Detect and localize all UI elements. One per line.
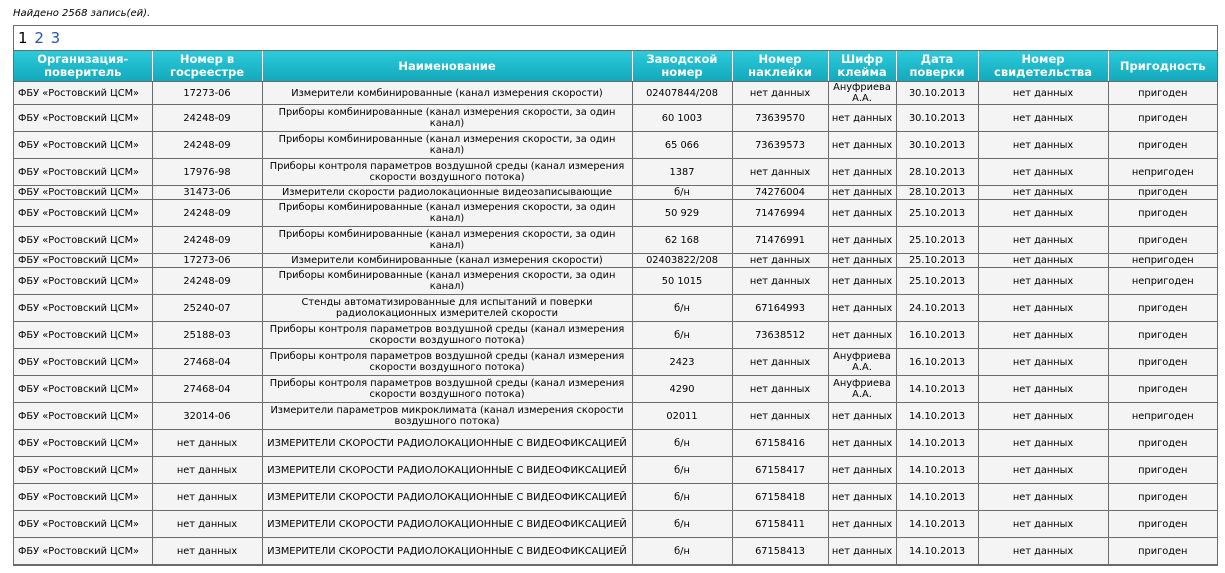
cell-registry-number: нет данных (152, 430, 262, 457)
records-found-text: Найдено 2568 запись(ей). (13, 8, 151, 19)
table-row (14, 538, 1217, 565)
cell-name: Измерители комбинированные (канал измерения скорости) (262, 82, 632, 105)
cell-sticker-number: 73638512 (732, 322, 828, 349)
cell-verification-date: 14.10.2013 (896, 484, 978, 511)
cell-sticker-number: 67158416 (732, 430, 828, 457)
cell-suitability: пригоден (1108, 322, 1217, 349)
cell-registry-number: 31473-06 (152, 186, 262, 200)
cell-stamp-code: нет данных (828, 430, 896, 457)
cell-sticker-number: 67164993 (732, 295, 828, 322)
cell-stamp-code: нет данных (828, 159, 896, 186)
cell-verification-date: 14.10.2013 (896, 376, 978, 403)
table-row (14, 254, 1217, 268)
cell-stamp-code: нет данных (828, 200, 896, 227)
cell-suitability: пригоден (1108, 511, 1217, 538)
cell-certificate-number: нет данных (978, 538, 1108, 565)
cell-suitability: пригоден (1108, 349, 1217, 376)
cell-stamp-code: нет данных (828, 132, 896, 159)
cell-certificate-number: нет данных (978, 457, 1108, 484)
cell-verification-date: 25.10.2013 (896, 200, 978, 227)
cell-verification-date: 30.10.2013 (896, 105, 978, 132)
cell-stamp-code: нет данных (828, 403, 896, 430)
cell-verification-date: 28.10.2013 (896, 186, 978, 200)
cell-registry-number: 17273-06 (152, 82, 262, 105)
cell-serial-number: б/н (632, 295, 732, 322)
cell-sticker-number: 73639573 (732, 132, 828, 159)
cell-verification-date: 30.10.2013 (896, 132, 978, 159)
col-header-name: Наименование (262, 51, 632, 82)
cell-sticker-number: 71476994 (732, 200, 828, 227)
cell-name: Приборы комбинированные (канал измерения скорости, за один канал) (262, 200, 632, 227)
cell-stamp-code: нет данных (828, 511, 896, 538)
col-header-serial-number: Заводской номер (632, 51, 732, 82)
cell-sticker-number: 67158411 (732, 511, 828, 538)
cell-certificate-number: нет данных (978, 376, 1108, 403)
cell-verification-date: 16.10.2013 (896, 349, 978, 376)
cell-verification-date: 16.10.2013 (896, 322, 978, 349)
cell-serial-number: б/н (632, 511, 732, 538)
cell-stamp-code: нет данных (828, 538, 896, 565)
results-panel (13, 25, 1218, 566)
cell-serial-number: б/н (632, 457, 732, 484)
cell-name: ИЗМЕРИТЕЛИ СКОРОСТИ РАДИОЛОКАЦИОННЫЕ С ВИДЕОФИКСАЦИЕЙ (262, 484, 632, 511)
cell-organization: ФБУ «Ростовский ЦСМ» (14, 82, 152, 105)
table-row (14, 403, 1217, 430)
cell-name: Стенды автоматизированные для испытаний и поверки радиолокационных измерителей скорости (262, 295, 632, 322)
cell-stamp-code: нет данных (828, 484, 896, 511)
cell-organization: ФБУ «Ростовский ЦСМ» (14, 457, 152, 484)
cell-stamp-code: нет данных (828, 322, 896, 349)
cell-name: Приборы комбинированные (канал измерения скорости, за один канал) (262, 227, 632, 254)
cell-sticker-number: нет данных (732, 254, 828, 268)
table-row (14, 457, 1217, 484)
cell-name: ИЗМЕРИТЕЛИ СКОРОСТИ РАДИОЛОКАЦИОННЫЕ С ВИДЕОФИКСАЦИЕЙ (262, 430, 632, 457)
table-row (14, 430, 1217, 457)
cell-serial-number: б/н (632, 322, 732, 349)
pagination (14, 26, 1217, 51)
cell-registry-number: 27468-04 (152, 376, 262, 403)
cell-name: Приборы комбинированные (канал измерения скорости, за один канал) (262, 105, 632, 132)
cell-certificate-number: нет данных (978, 268, 1108, 295)
cell-certificate-number: нет данных (978, 254, 1108, 268)
cell-suitability: непригоден (1108, 268, 1217, 295)
cell-registry-number: 17976-98 (152, 159, 262, 186)
cell-verification-date: 25.10.2013 (896, 227, 978, 254)
cell-suitability: пригоден (1108, 538, 1217, 565)
verification-table (14, 51, 1217, 565)
cell-stamp-code: нет данных (828, 186, 896, 200)
cell-organization: ФБУ «Ростовский ЦСМ» (14, 484, 152, 511)
cell-organization: ФБУ «Ростовский ЦСМ» (14, 511, 152, 538)
col-header-sticker-number: Номер наклейки (732, 51, 828, 82)
cell-verification-date: 14.10.2013 (896, 430, 978, 457)
cell-serial-number: б/н (632, 430, 732, 457)
cell-stamp-code: Ануфриева А.А. (828, 376, 896, 403)
cell-serial-number: 02011 (632, 403, 732, 430)
cell-serial-number: б/н (632, 538, 732, 565)
cell-certificate-number: нет данных (978, 227, 1108, 254)
cell-organization: ФБУ «Ростовский ЦСМ» (14, 403, 152, 430)
cell-organization: ФБУ «Ростовский ЦСМ» (14, 268, 152, 295)
cell-suitability: пригоден (1108, 132, 1217, 159)
cell-suitability: пригоден (1108, 484, 1217, 511)
cell-registry-number: 32014-06 (152, 403, 262, 430)
cell-registry-number: 17273-06 (152, 254, 262, 268)
cell-serial-number: б/н (632, 186, 732, 200)
cell-verification-date: 24.10.2013 (896, 295, 978, 322)
cell-organization: ФБУ «Ростовский ЦСМ» (14, 105, 152, 132)
cell-organization: ФБУ «Ростовский ЦСМ» (14, 430, 152, 457)
cell-organization: ФБУ «Ростовский ЦСМ» (14, 200, 152, 227)
cell-serial-number: 62 168 (632, 227, 732, 254)
cell-certificate-number: нет данных (978, 82, 1108, 105)
cell-suitability: пригоден (1108, 105, 1217, 132)
cell-certificate-number: нет данных (978, 159, 1108, 186)
page-link-3[interactable]: 3 (50, 29, 61, 47)
table-row (14, 159, 1217, 186)
cell-organization: ФБУ «Ростовский ЦСМ» (14, 254, 152, 268)
cell-suitability: пригоден (1108, 82, 1217, 105)
page-link-2[interactable]: 2 (34, 29, 44, 47)
cell-stamp-code: нет данных (828, 295, 896, 322)
cell-certificate-number: нет данных (978, 186, 1108, 200)
cell-stamp-code: Ануфриева А.А. (828, 82, 896, 105)
cell-stamp-code: нет данных (828, 268, 896, 295)
cell-organization: ФБУ «Ростовский ЦСМ» (14, 132, 152, 159)
cell-sticker-number: нет данных (732, 376, 828, 403)
cell-organization: ФБУ «Ростовский ЦСМ» (14, 159, 152, 186)
cell-registry-number: нет данных (152, 484, 262, 511)
cell-suitability: непригоден (1108, 403, 1217, 430)
cell-name: ИЗМЕРИТЕЛИ СКОРОСТИ РАДИОЛОКАЦИОННЫЕ С ВИДЕОФИКСАЦИЕЙ (262, 511, 632, 538)
cell-sticker-number: нет данных (732, 268, 828, 295)
cell-name: Измерители скорости радиолокационные видеозаписывающие (262, 186, 632, 200)
cell-verification-date: 14.10.2013 (896, 457, 978, 484)
cell-serial-number: 60 1003 (632, 105, 732, 132)
cell-sticker-number: нет данных (732, 349, 828, 376)
table-body (14, 82, 1217, 565)
cell-certificate-number: нет данных (978, 430, 1108, 457)
cell-sticker-number: 71476991 (732, 227, 828, 254)
cell-name: Приборы контроля параметров воздушной среды (канал измерения скорости воздушного потока) (262, 322, 632, 349)
cell-sticker-number: 67158418 (732, 484, 828, 511)
table-row (14, 105, 1217, 132)
cell-serial-number: б/н (632, 484, 732, 511)
cell-certificate-number: нет данных (978, 105, 1108, 132)
cell-verification-date: 14.10.2013 (896, 511, 978, 538)
cell-organization: ФБУ «Ростовский ЦСМ» (14, 322, 152, 349)
cell-registry-number: 25188-03 (152, 322, 262, 349)
cell-sticker-number: нет данных (732, 403, 828, 430)
table-header-row (14, 51, 1217, 82)
table-row (14, 227, 1217, 254)
col-header-certificate-number: Номер свидетельства (978, 51, 1108, 82)
table-row (14, 484, 1217, 511)
cell-registry-number: 24248-09 (152, 132, 262, 159)
cell-certificate-number: нет данных (978, 484, 1108, 511)
col-header-verification-date: Дата поверки (896, 51, 978, 82)
cell-sticker-number: 67158417 (732, 457, 828, 484)
cell-registry-number: нет данных (152, 457, 262, 484)
table-row (14, 322, 1217, 349)
cell-sticker-number: 67158413 (732, 538, 828, 565)
cell-sticker-number: нет данных (732, 82, 828, 105)
cell-organization: ФБУ «Ростовский ЦСМ» (14, 349, 152, 376)
cell-certificate-number: нет данных (978, 511, 1108, 538)
cell-name: Приборы контроля параметров воздушной среды (канал измерения скорости воздушного потока) (262, 349, 632, 376)
cell-name: Приборы комбинированные (канал измерения скорости, за один канал) (262, 268, 632, 295)
cell-suitability: пригоден (1108, 186, 1217, 200)
cell-stamp-code: нет данных (828, 227, 896, 254)
cell-sticker-number: нет данных (732, 159, 828, 186)
cell-verification-date: 30.10.2013 (896, 82, 978, 105)
cell-organization: ФБУ «Ростовский ЦСМ» (14, 186, 152, 200)
cell-registry-number: нет данных (152, 511, 262, 538)
cell-verification-date: 25.10.2013 (896, 268, 978, 295)
cell-certificate-number: нет данных (978, 295, 1108, 322)
cell-serial-number: 4290 (632, 376, 732, 403)
col-header-registry-number: Номер в госреестре (152, 51, 262, 82)
cell-verification-date: 14.10.2013 (896, 538, 978, 565)
cell-certificate-number: нет данных (978, 403, 1108, 430)
page-current: 1 (18, 29, 28, 47)
cell-suitability: пригоден (1108, 295, 1217, 322)
cell-serial-number: 65 066 (632, 132, 732, 159)
cell-organization: ФБУ «Ростовский ЦСМ» (14, 538, 152, 565)
cell-verification-date: 25.10.2013 (896, 254, 978, 268)
cell-serial-number: 50 1015 (632, 268, 732, 295)
table-row (14, 82, 1217, 105)
cell-name: Измерители комбинированные (канал измерения скорости) (262, 254, 632, 268)
cell-stamp-code: нет данных (828, 254, 896, 268)
cell-verification-date: 14.10.2013 (896, 403, 978, 430)
table-row (14, 376, 1217, 403)
table-row (14, 511, 1217, 538)
table-row (14, 132, 1217, 159)
cell-certificate-number: нет данных (978, 200, 1108, 227)
cell-organization: ФБУ «Ростовский ЦСМ» (14, 295, 152, 322)
cell-organization: ФБУ «Ростовский ЦСМ» (14, 376, 152, 403)
cell-stamp-code: нет данных (828, 457, 896, 484)
cell-sticker-number: 74276004 (732, 186, 828, 200)
table-row (14, 295, 1217, 322)
cell-suitability: непригоден (1108, 159, 1217, 186)
cell-registry-number: 24248-09 (152, 105, 262, 132)
cell-registry-number: 27468-04 (152, 349, 262, 376)
table-row (14, 186, 1217, 200)
cell-serial-number: 02403822/208 (632, 254, 732, 268)
cell-name: Приборы контроля параметров воздушной среды (канал измерения скорости воздушного потока) (262, 159, 632, 186)
table-row (14, 349, 1217, 376)
cell-suitability: непригоден (1108, 254, 1217, 268)
cell-suitability: пригоден (1108, 457, 1217, 484)
cell-certificate-number: нет данных (978, 349, 1108, 376)
cell-stamp-code: Ануфриева А.А. (828, 349, 896, 376)
col-header-organization: Организация-поверитель (14, 51, 152, 82)
cell-serial-number: 02407844/208 (632, 82, 732, 105)
cell-sticker-number: 73639570 (732, 105, 828, 132)
cell-serial-number: 1387 (632, 159, 732, 186)
cell-serial-number: 50 929 (632, 200, 732, 227)
cell-name: ИЗМЕРИТЕЛИ СКОРОСТИ РАДИОЛОКАЦИОННЫЕ С ВИДЕОФИКСАЦИЕЙ (262, 457, 632, 484)
col-header-stamp-code: Шифр клейма (828, 51, 896, 82)
cell-certificate-number: нет данных (978, 322, 1108, 349)
cell-organization: ФБУ «Ростовский ЦСМ» (14, 227, 152, 254)
cell-registry-number: нет данных (152, 538, 262, 565)
cell-registry-number: 24248-09 (152, 268, 262, 295)
cell-registry-number: 24248-09 (152, 227, 262, 254)
cell-registry-number: 25240-07 (152, 295, 262, 322)
cell-stamp-code: нет данных (828, 105, 896, 132)
col-header-suitability: Пригодность (1108, 51, 1217, 82)
cell-serial-number: 2423 (632, 349, 732, 376)
cell-suitability: пригоден (1108, 430, 1217, 457)
cell-suitability: пригоден (1108, 200, 1217, 227)
cell-name: ИЗМЕРИТЕЛИ СКОРОСТИ РАДИОЛОКАЦИОННЫЕ С ВИДЕОФИКСАЦИЕЙ (262, 538, 632, 565)
cell-suitability: пригоден (1108, 227, 1217, 254)
cell-name: Измерители параметров микроклимата (канал измерения скорости воздушного потока) (262, 403, 632, 430)
cell-suitability: пригоден (1108, 376, 1217, 403)
table-row (14, 268, 1217, 295)
cell-registry-number: 24248-09 (152, 200, 262, 227)
cell-certificate-number: нет данных (978, 132, 1108, 159)
cell-name: Приборы комбинированные (канал измерения скорости, за один канал) (262, 132, 632, 159)
table-row (14, 200, 1217, 227)
cell-verification-date: 28.10.2013 (896, 159, 978, 186)
cell-name: Приборы контроля параметров воздушной среды (канал измерения скорости воздушного потока) (262, 376, 632, 403)
